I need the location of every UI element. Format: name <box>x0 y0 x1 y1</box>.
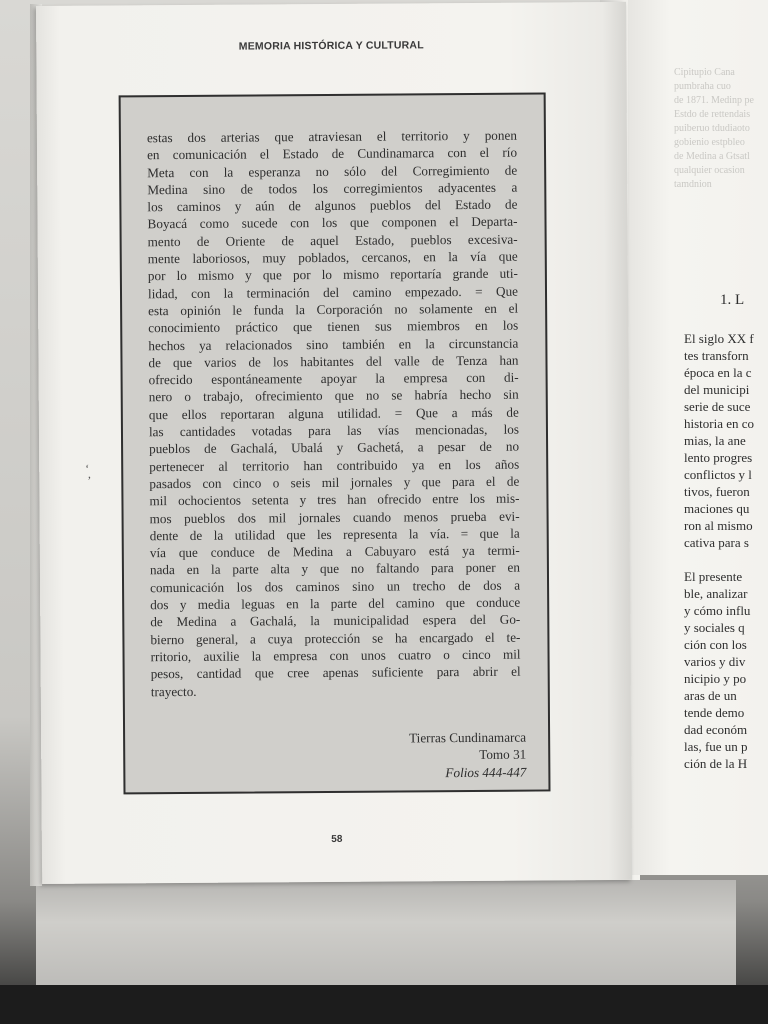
page-number: 58 <box>331 833 343 845</box>
text-line: ción de la H <box>684 756 748 771</box>
text-line: y sociales q <box>684 620 745 635</box>
text-line: lento progres <box>684 450 753 465</box>
text-line: conocimiento práctico que tienen sus miembros en los <box>148 317 519 336</box>
text-line: que ellos reportaran alguna utilidad. = Que a más de <box>148 404 519 422</box>
quoted-text <box>147 127 521 700</box>
source-folios: Folios 444-447 <box>445 764 527 780</box>
text-line: maciones qu <box>684 501 750 516</box>
quoted-document-box <box>119 92 551 794</box>
running-header: MEMORIA HISTÓRICA Y CULTURAL <box>238 39 424 53</box>
text-line: las, fue un p <box>684 739 748 754</box>
text-line: época en la c <box>684 365 752 380</box>
text-line: nicipio y po <box>684 671 747 686</box>
text-line: y cómo influ <box>684 603 751 618</box>
left-page <box>36 2 632 884</box>
text-line: Medina sino de todos los corregimientos adyacentes a <box>147 179 518 198</box>
dark-surface <box>0 985 768 1024</box>
text-line: Boyacá como sucede con los que componen el Departa- <box>147 214 518 232</box>
text-line: rritorio, auxilie la empresa con unos cuatro o cinco mil <box>150 646 521 665</box>
text-line: dad económ <box>684 722 748 737</box>
text-line: esta opinión le funda la Corporación no solamente en el <box>148 300 519 319</box>
text-line: pertenecer al territorio han contribuido ya en los años <box>149 456 520 474</box>
text-line: las cantidades votadas para las vías mencionadas, los <box>148 421 520 440</box>
text-line: varios y div <box>684 654 746 669</box>
text-line: nada en la parte alta y que no faltando para poner en <box>149 560 520 578</box>
text-line: nero o trabajo, ofrecimiento que no se habría hecho sin <box>148 387 519 405</box>
text-line: aras de un <box>684 688 737 703</box>
text-line: El siglo XX f <box>684 331 754 346</box>
text-line: hechos ya relacionados sino también en la circunstancia <box>148 335 519 353</box>
text-line: cativa para s <box>684 535 749 550</box>
text-line: tende demo <box>684 705 745 720</box>
bleed-through-text: Cipitupio Cana pumbraha cuo de 1871. Medinp pe Estdo de rettendais puiberuo tdudiaoto gobienio estpbleo de Medina a Gtsatl qualquier ocasion tamdnion <box>674 67 754 190</box>
text-line: lidad, con la terminación del camino empezado. = Que <box>147 283 519 301</box>
text-line: mias, la ane <box>684 433 746 448</box>
text-line: ción con los <box>684 637 747 652</box>
text-line: El presente <box>684 569 743 584</box>
text-line: ofrecido espontáneamente apoyar la empresa con di- <box>148 369 519 388</box>
text-line: mos pueblos dos mil jornales cuando menos prueba evi- <box>149 508 520 526</box>
text-line: los caminos y aún de algunos pueblos del Estado de <box>147 196 518 215</box>
text-line: mento de Oriente de aquel Estado, pueblos excesiva- <box>147 231 518 250</box>
text-line: dente de la utilidad que les representa la vía. = que la <box>149 525 520 544</box>
text-line: ron al mismo <box>684 518 753 533</box>
text-line: comunicación los dos caminos sino un trecho de dos a <box>150 577 521 595</box>
right-paragraph-1 <box>684 330 768 551</box>
text-line: conflictos y l <box>684 467 752 482</box>
section-heading: 1. L <box>720 292 745 308</box>
text-line: dos y media leguas en la parte del camino que conduce <box>150 594 521 613</box>
text-line: tes transforn <box>684 348 749 363</box>
text-line: trayecto. <box>150 683 197 699</box>
text-line: historia en co <box>684 416 755 431</box>
text-line: mil ochocientos setenta y tres han ofrecido entre los mis- <box>149 490 520 509</box>
margin-mark: ‘ <box>85 461 90 476</box>
text-line: tivos, fueron <box>684 484 750 499</box>
source-volume: Tomo 31 <box>479 746 527 763</box>
text-line: pueblos de Gachalá, Ubalá y Gachetá, a pesar de no <box>149 438 520 457</box>
right-paragraph-2 <box>684 568 768 772</box>
text-line: de que varios de los habitantes del valle de Tenza han <box>148 352 519 371</box>
text-line: vía que conduce de Medina a Cabuyaro está ya termi- <box>149 542 520 561</box>
right-page <box>628 0 768 875</box>
text-line: estas dos arterias que atraviesan el territorio y ponen <box>146 127 517 146</box>
text-line: bierno general, a cuya protección se ha encargado el te- <box>150 629 521 647</box>
page-underside <box>36 880 736 985</box>
text-line: pasados con cinco o seis mil jornales y que para el de <box>149 473 520 492</box>
text-line: pesos, cantidad que cree apenas suficiente para abrir el <box>150 663 521 682</box>
text-line: de Medina a Gachalá, la municipalidad espera del Go- <box>150 611 521 630</box>
text-line: mente laboriosos, muy poblados, cercanos, en la vía que <box>147 248 518 267</box>
margin-mark: ’ <box>87 473 92 488</box>
text-line: ble, analizar <box>684 586 748 601</box>
text-line: del municipi <box>684 382 750 397</box>
text-line: en comunicación el Estado de Cundinamarca con el río <box>146 144 518 163</box>
archival-source <box>409 729 526 782</box>
text-line: serie de suce <box>684 399 751 414</box>
text-line: por lo mismo y que por lo mismo reportaría grande uti- <box>147 266 518 284</box>
text-line: Meta con la esperanza no sólo del Corregimiento de <box>147 162 518 180</box>
source-collection: Tierras Cundinamarca <box>408 729 527 746</box>
